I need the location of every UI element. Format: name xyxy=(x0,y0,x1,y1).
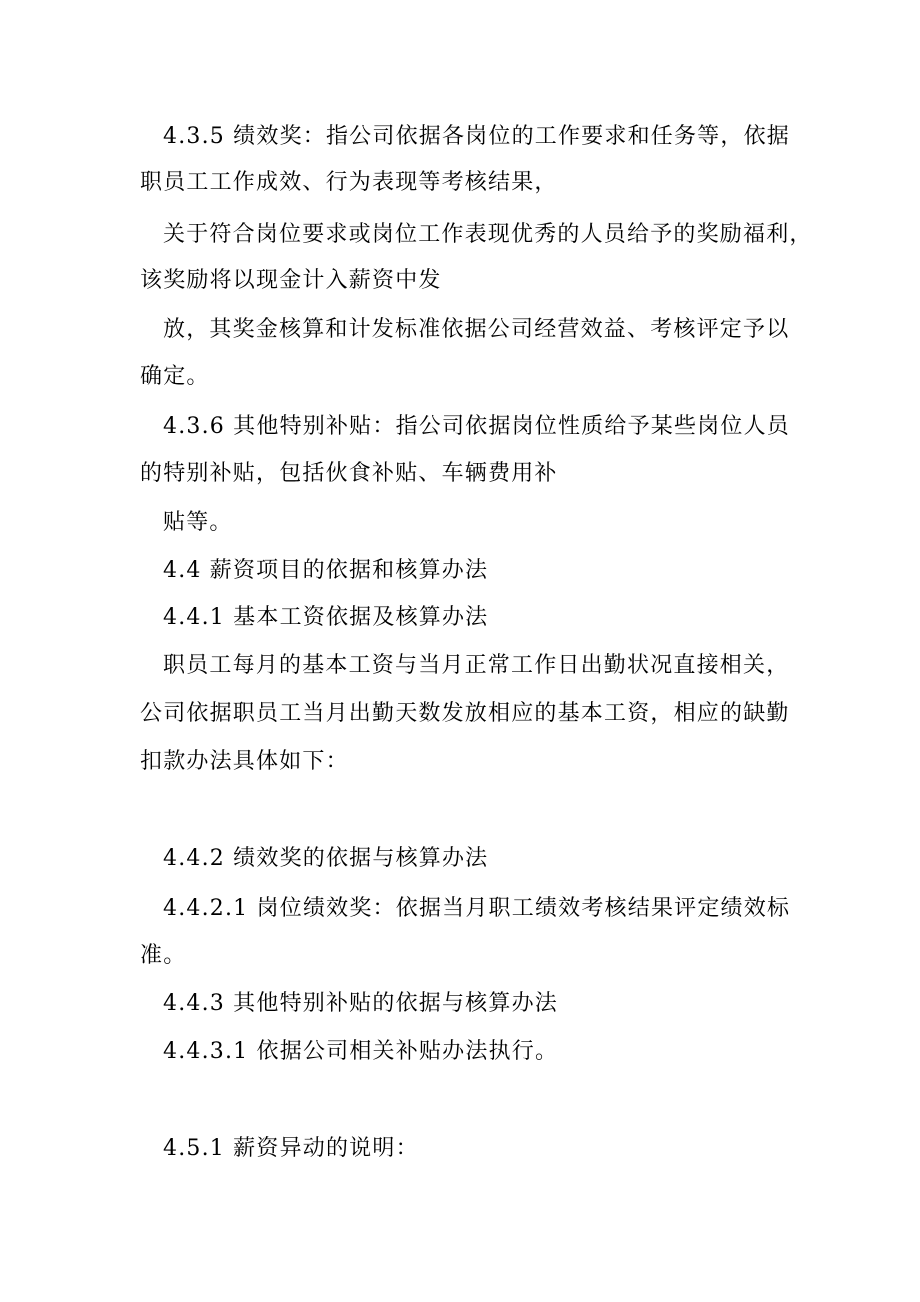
paragraph-line: 4.4.3.1 依据公司相关补贴办法执行。 xyxy=(163,1039,559,1064)
paragraph-line: 公司依据职员工当月出勤天数发放相应的基本工资，相应的缺勤 xyxy=(140,701,790,726)
paragraph-line: 职员工每月的基本工资与当月正常工作日出勤状况直接相关， xyxy=(163,653,790,678)
paragraph-line: 4.3.6 其他特别补贴：指公司依据岗位性质给予某些岗位人员 xyxy=(163,414,790,439)
paragraph-line: 4.4.2.1 岗位绩效奖：依据当月职工绩效考核结果评定绩效标 xyxy=(163,896,791,921)
section-heading: 4.4 薪资项目的依据和核算办法 xyxy=(163,558,489,583)
section-heading: 4.4.2 绩效奖的依据与核算办法 xyxy=(163,846,489,871)
paragraph-line: 关于符合岗位要求或岗位工作表现优秀的人员给予的奖励福利， xyxy=(163,222,813,247)
paragraph-line: 该奖励将以现金计入薪资中发 xyxy=(140,268,442,293)
paragraph-line: 职员工工作成效、行为表现等考核结果， xyxy=(140,170,558,195)
paragraph-line: 4.3.5 绩效奖：指公司依据各岗位的工作要求和任务等，依据 xyxy=(163,124,790,149)
paragraph-line: 放，其奖金核算和计发标准依据公司经营效益、考核评定予以 xyxy=(163,317,790,342)
paragraph-line: 准。 xyxy=(140,943,187,968)
paragraph-line: 贴等。 xyxy=(163,510,233,535)
section-heading: 4.4.1 基本工资依据及核算办法 xyxy=(163,605,489,630)
section-heading: 4.5.1 薪资异动的说明： xyxy=(163,1136,419,1161)
paragraph-line: 的特别补贴，包括伙食补贴、车辆费用补 xyxy=(140,461,558,486)
paragraph-line: 确定。 xyxy=(140,364,210,389)
section-heading: 4.4.3 其他特别补贴的依据与核算办法 xyxy=(163,991,558,1016)
paragraph-line: 扣款办法具体如下： xyxy=(140,749,349,774)
